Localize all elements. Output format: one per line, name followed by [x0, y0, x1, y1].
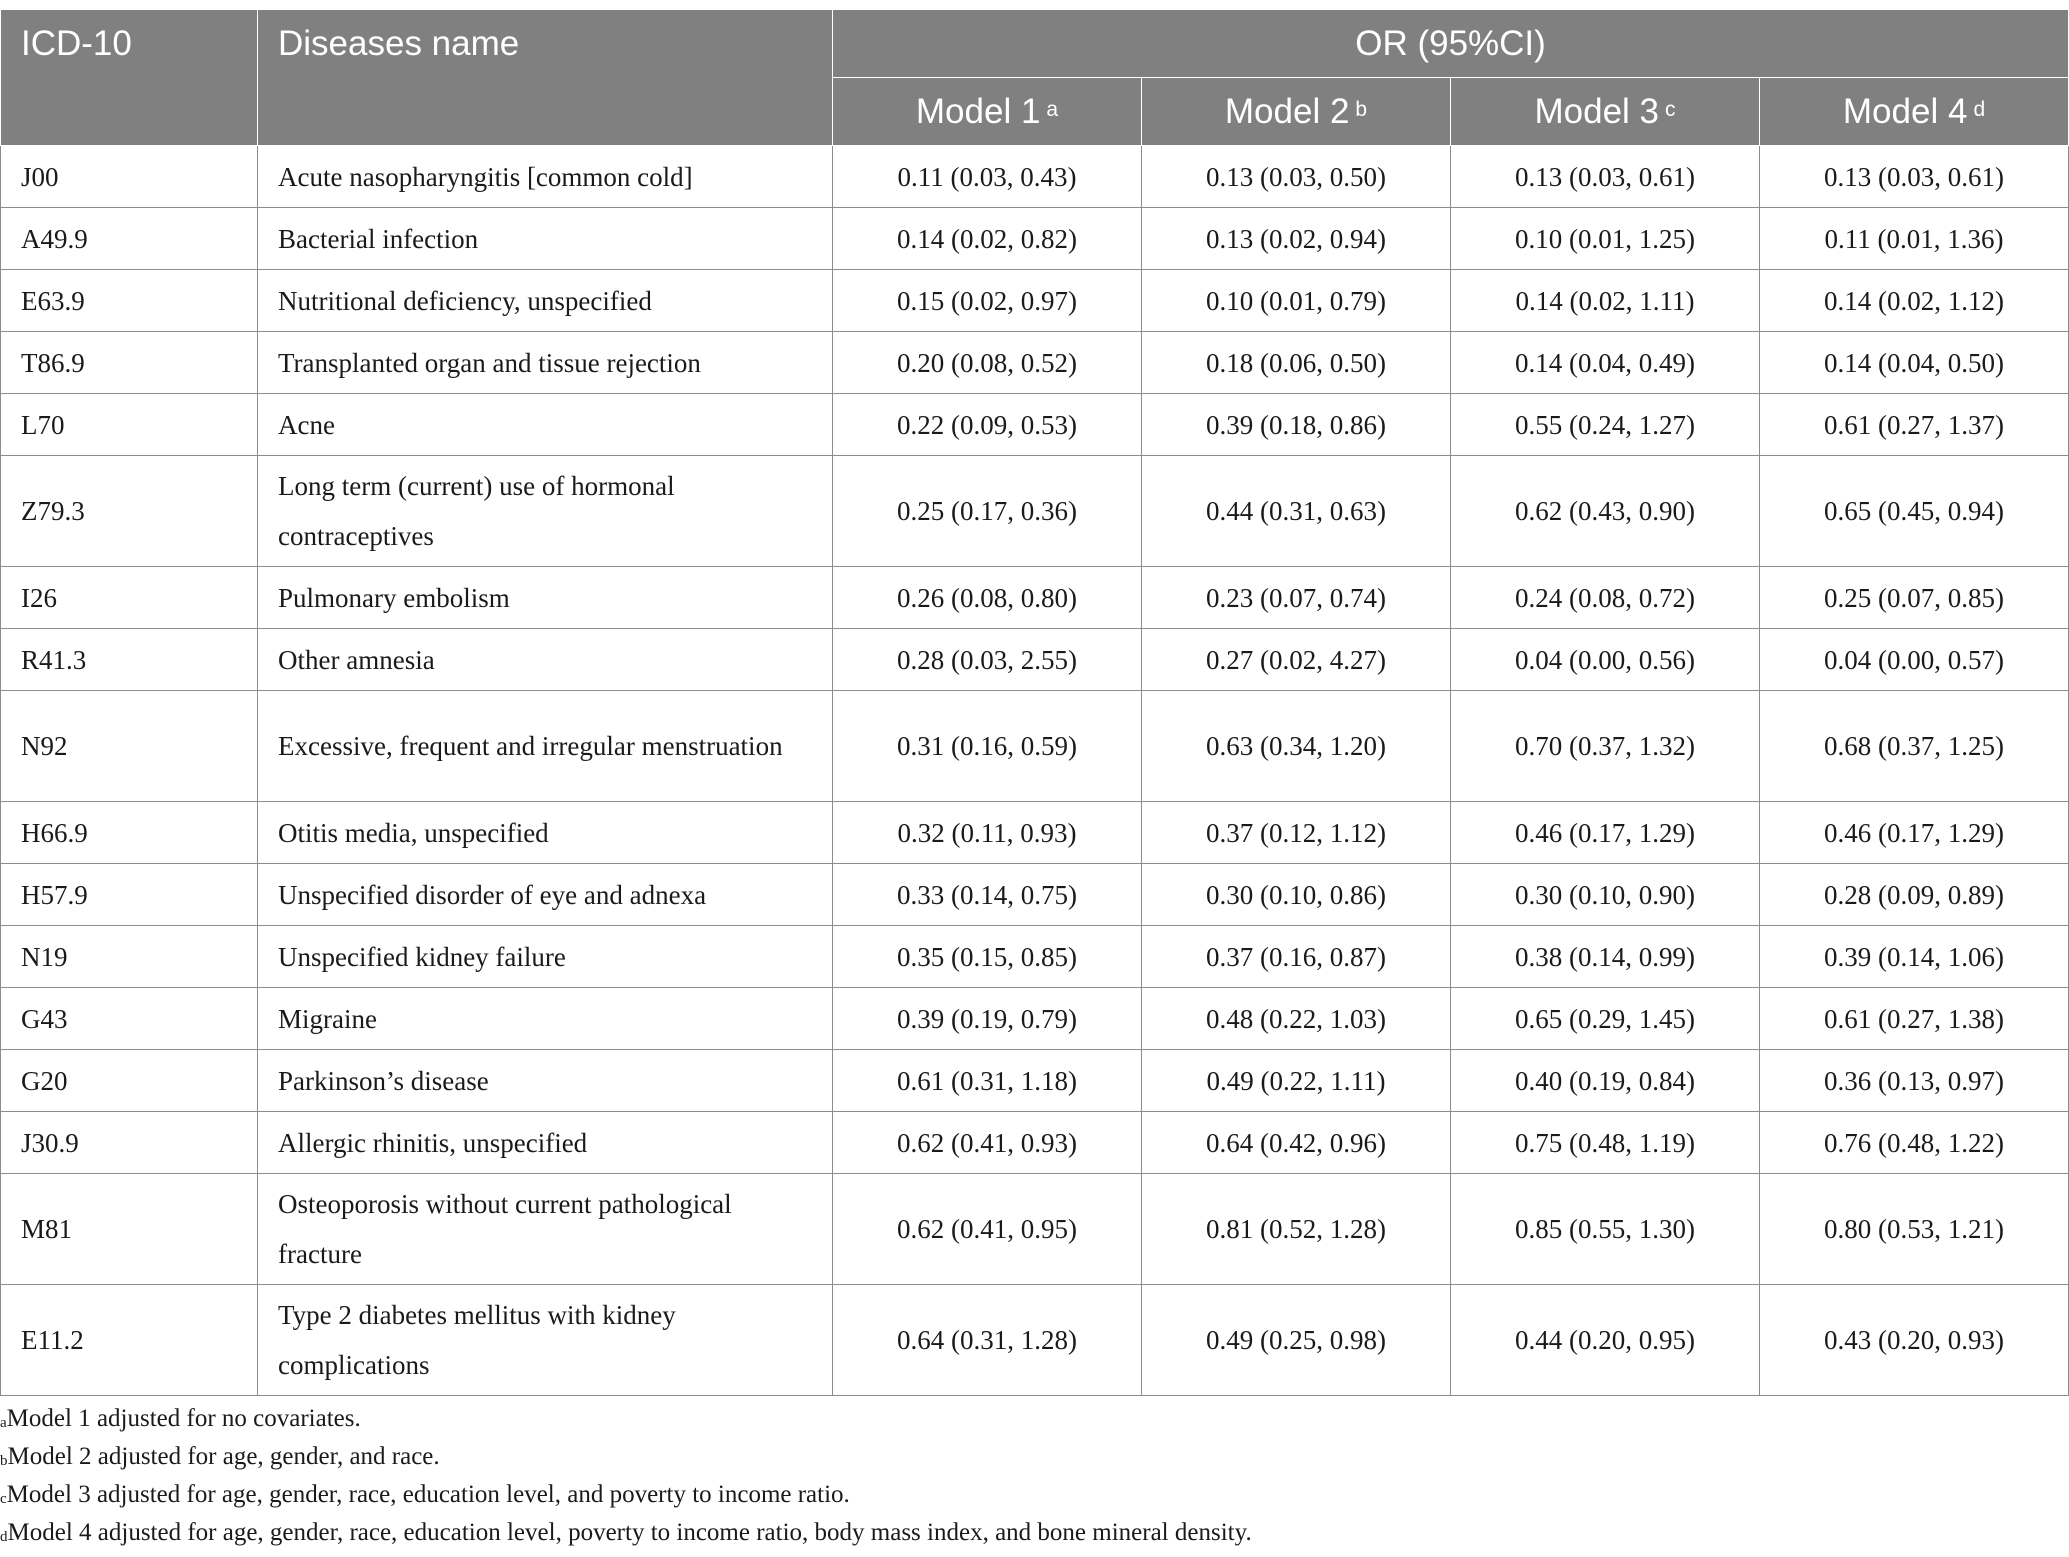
footnotes — [0, 1400, 1252, 1552]
cell-model-1: 0.39 (0.19, 0.79) — [833, 988, 1142, 1050]
cell-model-4: 0.25 (0.07, 0.85) — [1760, 567, 2069, 629]
cell-model-4: 0.76 (0.48, 1.22) — [1760, 1112, 2069, 1174]
cell-model-2: 0.49 (0.25, 0.98) — [1142, 1285, 1451, 1396]
cell-model-1: 0.62 (0.41, 0.95) — [833, 1174, 1142, 1285]
cell-model-4: 0.61 (0.27, 1.37) — [1760, 394, 2069, 456]
cell-icd: R41.3 — [1, 629, 258, 691]
cell-model-4: 0.43 (0.20, 0.93) — [1760, 1285, 2069, 1396]
table-row — [1, 1050, 2069, 1112]
footnote-c — [0, 1476, 1252, 1514]
cell-icd: J00 — [1, 146, 258, 208]
cell-icd: E63.9 — [1, 270, 258, 332]
cell-disease-name: Excessive, frequent and irregular menstruation — [258, 691, 833, 802]
cell-model-2: 0.10 (0.01, 0.79) — [1142, 270, 1451, 332]
table-row — [1, 208, 2069, 270]
footnote-d — [0, 1514, 1252, 1552]
header-model-4-label: Model 4 — [1842, 91, 1968, 131]
header-model-1 — [833, 78, 1142, 146]
header-model-2-label: Model 2 — [1224, 91, 1350, 131]
cell-model-1: 0.62 (0.41, 0.93) — [833, 1112, 1142, 1174]
cell-model-2: 0.81 (0.52, 1.28) — [1142, 1174, 1451, 1285]
footnote-a — [0, 1400, 1252, 1438]
cell-model-1: 0.64 (0.31, 1.28) — [833, 1285, 1142, 1396]
table-row — [1, 629, 2069, 691]
table-row — [1, 988, 2069, 1050]
footnote-text: Model 1 adjusted for no covariates. — [6, 1405, 361, 1432]
cell-disease-name: Migraine — [258, 988, 833, 1050]
cell-model-2: 0.39 (0.18, 0.86) — [1142, 394, 1451, 456]
cell-model-3: 0.40 (0.19, 0.84) — [1451, 1050, 1760, 1112]
table-row — [1, 1174, 2069, 1285]
cell-model-3: 0.46 (0.17, 1.29) — [1451, 802, 1760, 864]
table-body — [1, 146, 2069, 1396]
cell-disease-name: Transplanted organ and tissue rejection — [258, 332, 833, 394]
table-row — [1, 332, 2069, 394]
cell-icd: G43 — [1, 988, 258, 1050]
or-table-container — [0, 9, 2068, 1396]
cell-model-2: 0.13 (0.03, 0.50) — [1142, 146, 1451, 208]
header-model-3-mark: c — [1665, 97, 1676, 121]
cell-disease-name: Bacterial infection — [258, 208, 833, 270]
cell-icd: N92 — [1, 691, 258, 802]
header-disease-name: Diseases name — [258, 10, 833, 146]
cell-model-3: 0.38 (0.14, 0.99) — [1451, 926, 1760, 988]
cell-model-3: 0.75 (0.48, 1.19) — [1451, 1112, 1760, 1174]
table-row — [1, 567, 2069, 629]
cell-model-3: 0.62 (0.43, 0.90) — [1451, 456, 1760, 567]
cell-model-1: 0.28 (0.03, 2.55) — [833, 629, 1142, 691]
cell-model-3: 0.24 (0.08, 0.72) — [1451, 567, 1760, 629]
cell-disease-name: Parkinson’s disease — [258, 1050, 833, 1112]
cell-icd: G20 — [1, 1050, 258, 1112]
table-row — [1, 1285, 2069, 1396]
cell-disease-name: Osteoporosis without current pathological fracture — [258, 1174, 833, 1285]
header-model-2-mark: b — [1355, 97, 1368, 121]
table-row — [1, 394, 2069, 456]
cell-model-4: 0.68 (0.37, 1.25) — [1760, 691, 2069, 802]
cell-model-2: 0.37 (0.12, 1.12) — [1142, 802, 1451, 864]
header-model-4 — [1760, 78, 2069, 146]
cell-icd: L70 — [1, 394, 258, 456]
table-row — [1, 270, 2069, 332]
cell-icd: N19 — [1, 926, 258, 988]
cell-model-3: 0.13 (0.03, 0.61) — [1451, 146, 1760, 208]
cell-icd: T86.9 — [1, 332, 258, 394]
cell-model-2: 0.64 (0.42, 0.96) — [1142, 1112, 1451, 1174]
table-row — [1, 456, 2069, 567]
header-model-4-mark: d — [1973, 97, 1986, 121]
cell-disease-name: Acute nasopharyngitis [common cold] — [258, 146, 833, 208]
cell-model-4: 0.36 (0.13, 0.97) — [1760, 1050, 2069, 1112]
cell-icd: A49.9 — [1, 208, 258, 270]
cell-disease-name: Type 2 diabetes mellitus with kidney complications — [258, 1285, 833, 1396]
cell-model-3: 0.70 (0.37, 1.32) — [1451, 691, 1760, 802]
table-row — [1, 691, 2069, 802]
cell-disease-name: Long term (current) use of hormonal contraceptives — [258, 456, 833, 567]
cell-model-2: 0.44 (0.31, 0.63) — [1142, 456, 1451, 567]
cell-model-3: 0.04 (0.00, 0.56) — [1451, 629, 1760, 691]
cell-disease-name: Otitis media, unspecified — [258, 802, 833, 864]
cell-icd: J30.9 — [1, 1112, 258, 1174]
cell-model-3: 0.30 (0.10, 0.90) — [1451, 864, 1760, 926]
cell-model-2: 0.13 (0.02, 0.94) — [1142, 208, 1451, 270]
footnote-b — [0, 1438, 1252, 1476]
footnote-mark: b — [0, 1453, 8, 1469]
cell-model-4: 0.61 (0.27, 1.38) — [1760, 988, 2069, 1050]
cell-model-4: 0.14 (0.04, 0.50) — [1760, 332, 2069, 394]
cell-model-3: 0.85 (0.55, 1.30) — [1451, 1174, 1760, 1285]
cell-model-4: 0.46 (0.17, 1.29) — [1760, 802, 2069, 864]
cell-model-3: 0.65 (0.29, 1.45) — [1451, 988, 1760, 1050]
cell-icd: H57.9 — [1, 864, 258, 926]
table-row — [1, 1112, 2069, 1174]
cell-disease-name: Pulmonary embolism — [258, 567, 833, 629]
cell-model-1: 0.26 (0.08, 0.80) — [833, 567, 1142, 629]
header-model-3-label: Model 3 — [1534, 91, 1660, 131]
cell-model-4: 0.04 (0.00, 0.57) — [1760, 629, 2069, 691]
cell-model-2: 0.23 (0.07, 0.74) — [1142, 567, 1451, 629]
cell-model-2: 0.27 (0.02, 4.27) — [1142, 629, 1451, 691]
cell-model-1: 0.31 (0.16, 0.59) — [833, 691, 1142, 802]
cell-model-4: 0.65 (0.45, 0.94) — [1760, 456, 2069, 567]
cell-model-2: 0.49 (0.22, 1.11) — [1142, 1050, 1451, 1112]
cell-model-1: 0.35 (0.15, 0.85) — [833, 926, 1142, 988]
header-or-group: OR (95%CI) — [833, 10, 2069, 78]
cell-icd: E11.2 — [1, 1285, 258, 1396]
cell-icd: I26 — [1, 567, 258, 629]
cell-disease-name: Other amnesia — [258, 629, 833, 691]
cell-model-4: 0.11 (0.01, 1.36) — [1760, 208, 2069, 270]
cell-disease-name: Allergic rhinitis, unspecified — [258, 1112, 833, 1174]
cell-model-1: 0.15 (0.02, 0.97) — [833, 270, 1142, 332]
cell-model-4: 0.80 (0.53, 1.21) — [1760, 1174, 2069, 1285]
table-header — [1, 10, 2069, 146]
cell-model-1: 0.14 (0.02, 0.82) — [833, 208, 1142, 270]
cell-model-1: 0.25 (0.17, 0.36) — [833, 456, 1142, 567]
cell-icd: M81 — [1, 1174, 258, 1285]
cell-icd: Z79.3 — [1, 456, 258, 567]
cell-model-1: 0.22 (0.09, 0.53) — [833, 394, 1142, 456]
header-model-2 — [1142, 78, 1451, 146]
header-icd: ICD-10 — [1, 10, 258, 146]
cell-disease-name: Unspecified disorder of eye and adnexa — [258, 864, 833, 926]
footnote-text: Model 3 adjusted for age, gender, race, education level, and poverty to income ratio. — [6, 1481, 850, 1508]
footnote-mark: c — [0, 1491, 7, 1507]
cell-model-4: 0.39 (0.14, 1.06) — [1760, 926, 2069, 988]
cell-model-4: 0.13 (0.03, 0.61) — [1760, 146, 2069, 208]
table-row — [1, 864, 2069, 926]
or-table — [0, 9, 2069, 1396]
cell-model-2: 0.37 (0.16, 0.87) — [1142, 926, 1451, 988]
footnote-mark: a — [0, 1415, 7, 1431]
cell-model-2: 0.30 (0.10, 0.86) — [1142, 864, 1451, 926]
cell-disease-name: Nutritional deficiency, unspecified — [258, 270, 833, 332]
cell-model-3: 0.55 (0.24, 1.27) — [1451, 394, 1760, 456]
cell-model-4: 0.14 (0.02, 1.12) — [1760, 270, 2069, 332]
header-model-1-label: Model 1 — [915, 91, 1041, 131]
cell-model-1: 0.20 (0.08, 0.52) — [833, 332, 1142, 394]
cell-model-4: 0.28 (0.09, 0.89) — [1760, 864, 2069, 926]
cell-model-3: 0.10 (0.01, 1.25) — [1451, 208, 1760, 270]
footnote-mark: d — [0, 1529, 8, 1545]
cell-model-2: 0.48 (0.22, 1.03) — [1142, 988, 1451, 1050]
footnote-text: Model 4 adjusted for age, gender, race, education level, poverty to income ratio, body mass index, and bone mineral density. — [7, 1519, 1252, 1546]
header-model-1-mark: a — [1046, 97, 1059, 121]
table-row — [1, 802, 2069, 864]
cell-icd: H66.9 — [1, 802, 258, 864]
cell-disease-name: Unspecified kidney failure — [258, 926, 833, 988]
cell-model-2: 0.18 (0.06, 0.50) — [1142, 332, 1451, 394]
cell-model-3: 0.14 (0.02, 1.11) — [1451, 270, 1760, 332]
cell-model-3: 0.14 (0.04, 0.49) — [1451, 332, 1760, 394]
table-row — [1, 146, 2069, 208]
header-model-3 — [1451, 78, 1760, 146]
cell-model-1: 0.33 (0.14, 0.75) — [833, 864, 1142, 926]
cell-model-1: 0.32 (0.11, 0.93) — [833, 802, 1142, 864]
cell-model-1: 0.11 (0.03, 0.43) — [833, 146, 1142, 208]
table-row — [1, 926, 2069, 988]
footnote-text: Model 2 adjusted for age, gender, and race. — [7, 1443, 440, 1470]
cell-model-2: 0.63 (0.34, 1.20) — [1142, 691, 1451, 802]
cell-model-1: 0.61 (0.31, 1.18) — [833, 1050, 1142, 1112]
cell-disease-name: Acne — [258, 394, 833, 456]
cell-model-3: 0.44 (0.20, 0.95) — [1451, 1285, 1760, 1396]
